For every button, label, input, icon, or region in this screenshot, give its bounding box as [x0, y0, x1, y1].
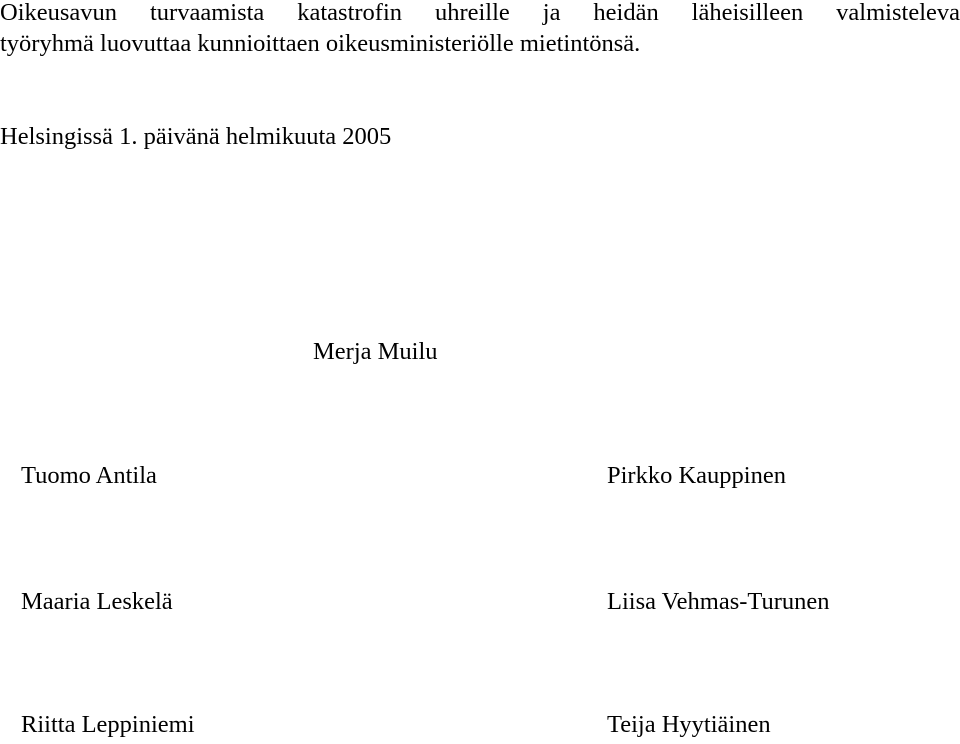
member-signature: Riitta Leppiniemi — [21, 711, 195, 738]
member-signature: Liisa Vehmas-Turunen — [607, 588, 830, 615]
place-and-date: Helsingissä 1. päivänä helmikuuta 2005 — [0, 123, 392, 150]
member-signature: Tuomo Antila — [21, 462, 157, 489]
intro-text-line-1: Oikeusavun turvaamista katastrofin uhreille ja heidän läheisilleen valmisteleva — [0, 0, 960, 26]
member-signature: Pirkko Kauppinen — [607, 462, 786, 489]
intro-text-line-2: työryhmä luovuttaa kunnioittaen oikeusministeriölle mietintönsä. — [0, 30, 641, 57]
chair-signature: Merja Muilu — [313, 338, 438, 365]
member-signature: Maaria Leskelä — [21, 588, 173, 615]
member-signature: Teija Hyytiäinen — [607, 711, 771, 738]
